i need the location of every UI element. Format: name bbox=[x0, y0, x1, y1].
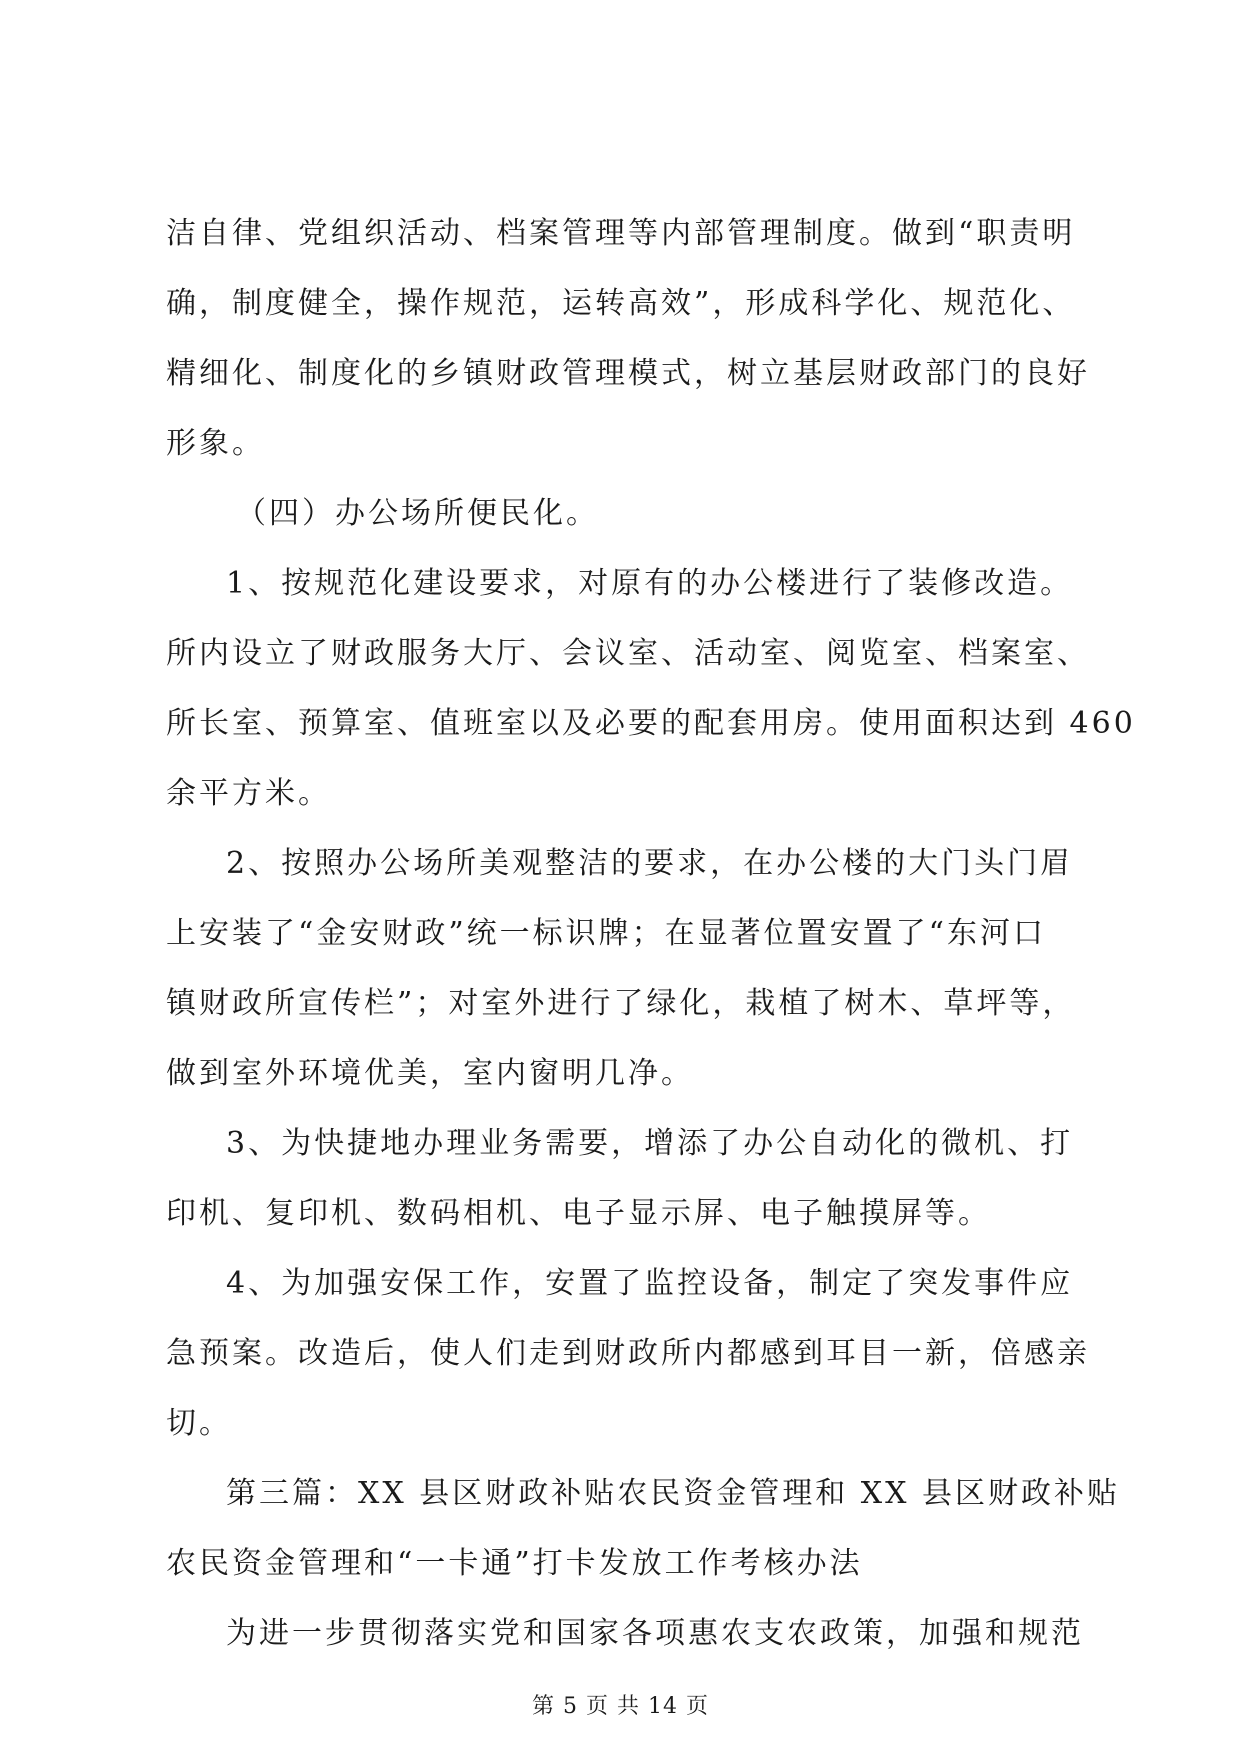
body-line: 上安装了“金安财政”统一标识牌；在显著位置安置了“东河口 bbox=[166, 916, 1047, 951]
body-line: 做到室外环境优美，室内窗明几净。 bbox=[166, 1056, 694, 1091]
body-line: 洁自律、党组织活动、档案管理等内部管理制度。做到“职责明 bbox=[166, 216, 1076, 251]
body-line: 4、为加强安保工作，安置了监控设备，制定了突发事件应 bbox=[226, 1266, 1074, 1301]
body-line: 2、按照办公场所美观整洁的要求，在办公楼的大门头门眉 bbox=[226, 846, 1074, 881]
body-line: 印机、复印机、数码相机、电子显示屏、电子触摸屏等。 bbox=[166, 1196, 991, 1231]
body-line: 1、按规范化建设要求，对原有的办公楼进行了装修改造。 bbox=[226, 566, 1074, 601]
body-line: 镇财政所宣传栏”；对室外进行了绿化，栽植了树木、草坪等， bbox=[166, 986, 1076, 1021]
page-footer: 第 5 页 共 14 页 bbox=[532, 1694, 709, 1719]
body-line: 3、为快捷地办理业务需要，增添了办公自动化的微机、打 bbox=[226, 1126, 1074, 1161]
body-line: 急预案。改造后，使人们走到财政所内都感到耳目一新，倍感亲 bbox=[166, 1336, 1090, 1371]
chapter-title-line: 第三篇：XX 县区财政补贴农民资金管理和 XX 县区财政补贴 bbox=[226, 1476, 1121, 1511]
chapter-title-line: 农民资金管理和“一卡通”打卡发放工作考核办法 bbox=[166, 1546, 863, 1581]
body-line: 为进一步贯彻落实党和国家各项惠农支农政策，加强和规范 bbox=[226, 1616, 1084, 1651]
body-line: 确，制度健全，操作规范，运转高效”，形成科学化、规范化、 bbox=[166, 286, 1076, 321]
body-line: 切。 bbox=[166, 1406, 232, 1441]
body-line: 余平方米。 bbox=[166, 776, 331, 811]
body-line: 形象。 bbox=[166, 426, 265, 461]
section-heading: （四）办公场所便民化。 bbox=[236, 496, 599, 531]
body-line: 所长室、预算室、值班室以及必要的配套用房。使用面积达到 460 bbox=[166, 706, 1136, 741]
body-line: 所内设立了财政服务大厅、会议室、活动室、阅览室、档案室、 bbox=[166, 636, 1090, 671]
body-line: 精细化、制度化的乡镇财政管理模式，树立基层财政部门的良好 bbox=[166, 356, 1090, 391]
